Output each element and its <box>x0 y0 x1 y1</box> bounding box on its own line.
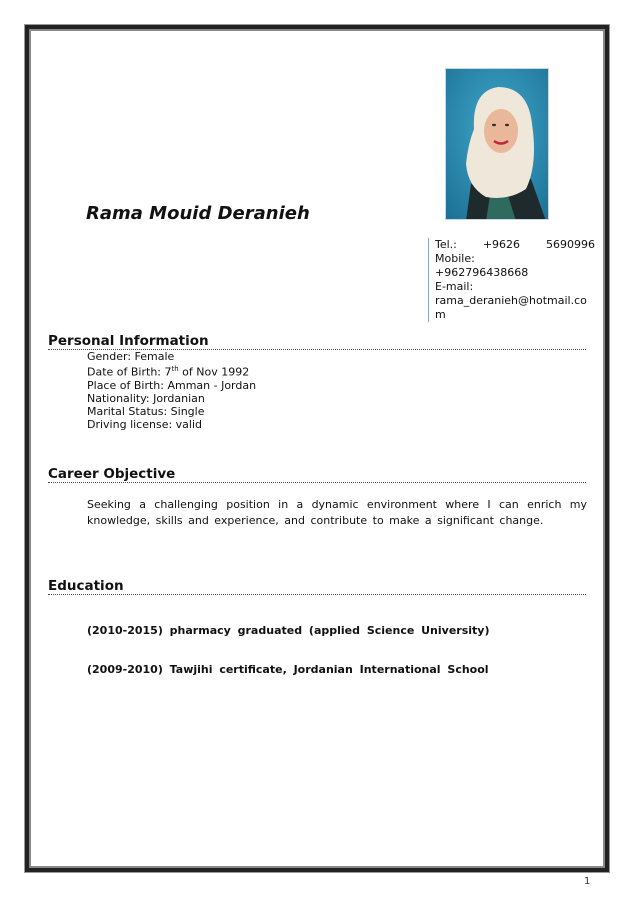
contact-info <box>428 238 595 322</box>
page-number: 1 <box>584 876 591 887</box>
education-item: (2010-2015) pharmacy graduated (applied Science University) <box>87 624 490 637</box>
personal-information-list <box>87 350 256 431</box>
dob-sup: th <box>171 365 179 373</box>
dob-prefix: Date of Birth: 7 <box>87 365 172 379</box>
personal-information-heading: Personal Information <box>48 333 586 350</box>
driving-license: Driving license: valid <box>87 417 203 431</box>
dob-suffix: of Nov 1992 <box>178 365 250 379</box>
career-objective-text: Seeking a challenging position in a dynamic environment where I can enrich my knowledge, skills and experience, and contribute to make a significant change. <box>87 498 587 527</box>
profile-photo <box>445 68 549 220</box>
place-of-birth: Place of Birth: Amman - Jordan <box>87 378 257 392</box>
mobile-label: Mobile: <box>435 252 475 265</box>
education-item: (2009-2010) Tawjihi certificate, Jordanian International School <box>87 663 489 676</box>
tel-code: +9626 <box>482 238 521 251</box>
email-label: E-mail: <box>435 280 474 293</box>
education-heading: Education <box>48 578 586 595</box>
profile-photo-image <box>446 69 549 220</box>
tel-row <box>435 238 595 252</box>
career-objective-heading: Career Objective <box>48 466 586 483</box>
tel-number: 5690996 <box>545 238 595 251</box>
tel-label: Tel.: <box>435 238 457 251</box>
mobile-number: +962796438668 <box>435 266 529 279</box>
candidate-name: Rama Mouid Deranieh <box>86 203 310 224</box>
nationality: Nationality: Jordanian <box>87 391 205 405</box>
date-of-birth <box>87 363 256 379</box>
email-address[interactable]: rama_deranieh@hotmail.co m <box>435 294 587 321</box>
marital-status: Marital Status: Single <box>87 404 205 418</box>
gender: Gender: Female <box>87 350 175 363</box>
